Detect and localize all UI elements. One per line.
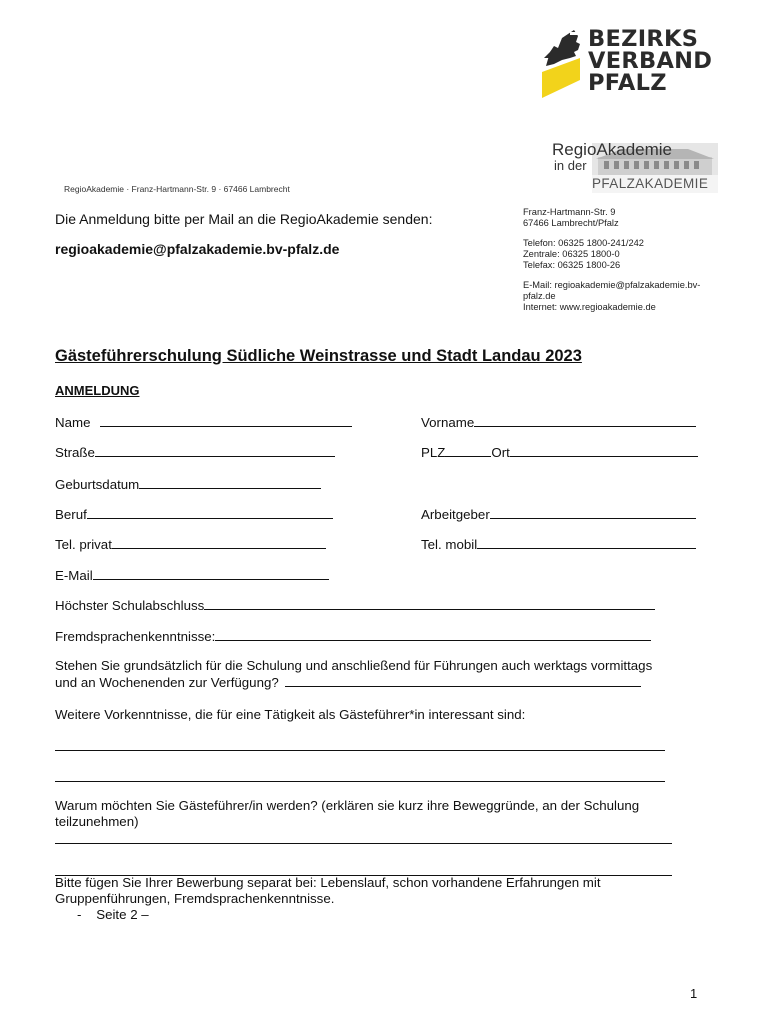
beruf-label: Beruf (55, 507, 87, 522)
strasse-input-line[interactable] (95, 444, 335, 457)
next-page-note: - Seite 2 – (77, 907, 149, 922)
bezirksverband-line: BEZIRKS (588, 26, 699, 52)
geburtsdatum-label: Geburtsdatum (55, 477, 140, 492)
contact-internet[interactable]: Internet: www.regioakademie.de (523, 302, 656, 312)
ort-label: Ort (491, 445, 510, 460)
attachments-note (55, 875, 601, 923)
submission-email-link[interactable]: regioakademie@pfalzakademie.bv-pfalz.de (55, 241, 340, 257)
fremdsprachen-field[interactable] (55, 628, 651, 644)
arbeitgeber-input-line[interactable] (490, 506, 696, 519)
contact-phone: Telefon: 06325 1800-241/242 (523, 238, 644, 248)
plz-ort-field[interactable] (421, 444, 698, 460)
strasse-label: Straße (55, 445, 95, 460)
vorname-input-line[interactable] (474, 414, 696, 427)
document-title: Gästeführerschulung Südliche Weinstrasse und Stadt Landau 2023 (55, 347, 582, 365)
strasse-field[interactable] (55, 444, 335, 460)
bezirksverband-line: VERBAND (588, 48, 713, 74)
email-label: E-Mail (55, 568, 93, 583)
contact-fax: Telefax: 06325 1800-26 (523, 260, 621, 270)
motivation-line: Warum möchten Sie Gästeführer/in werden? (erklären sie kurz ihre Beweggründe, an der Schulung (55, 798, 640, 813)
plz-label: PLZ (421, 445, 446, 460)
email-input-line[interactable] (93, 567, 329, 580)
regioakademie-title: RegioAkademie (552, 140, 673, 159)
beruf-input-line[interactable] (87, 506, 333, 519)
contact-street: Franz-Hartmann-Str. 9 (523, 207, 616, 217)
sender-address-line: RegioAkademie · Franz-Hartmann-Str. 9 · 67466 Lambrecht (64, 184, 290, 194)
schulabschluss-label: Höchster Schulabschluss (55, 598, 205, 613)
regioakademie-logo (552, 140, 718, 196)
fremdsprachen-input-line[interactable] (215, 628, 651, 641)
regioakademie-subtitle: in der (554, 158, 587, 173)
submission-instruction: Die Anmeldung bitte per Mail an die RegioAkademie senden: (55, 211, 433, 227)
contact-email-cont[interactable]: pfalz.de (523, 291, 556, 301)
contact-email[interactable]: E-Mail: regioakademie@pfalzakademie.bv- (523, 280, 701, 290)
prior-knowledge-input-line[interactable] (55, 750, 665, 751)
prior-knowledge-question: Weitere Vorkenntnisse, die für eine Tätigkeit als Gästeführer*in interessant sind: (55, 707, 526, 722)
bezirksverband-wordmark (588, 28, 712, 94)
tel-mobil-field[interactable] (421, 536, 696, 552)
tel-mobil-input-line[interactable] (477, 536, 696, 549)
contact-block (523, 207, 700, 322)
section-label: ANMELDUNG (55, 383, 140, 398)
tel-privat-input-line[interactable] (112, 536, 326, 549)
arbeitgeber-field[interactable] (421, 506, 696, 522)
email-field[interactable] (55, 567, 329, 583)
beruf-field[interactable] (55, 506, 333, 522)
vorname-field[interactable] (421, 414, 696, 430)
contact-city: 67466 Lambrecht/Pfalz (523, 218, 619, 228)
geburtsdatum-input-line[interactable] (139, 476, 321, 489)
tel-privat-field[interactable] (55, 536, 326, 552)
arbeitgeber-label: Arbeitgeber (421, 507, 490, 522)
geburtsdatum-field[interactable] (55, 476, 321, 492)
tel-privat-label: Tel. privat (55, 537, 112, 552)
plz-input-line[interactable] (445, 444, 491, 457)
bezirksverband-line: PFALZ (588, 70, 667, 96)
availability-input-line[interactable] (285, 674, 641, 687)
motivation-question (55, 798, 639, 830)
availability-line: Stehen Sie grundsätzlich für die Schulung und anschließend für Führungen auch werktags vormittags (55, 658, 653, 673)
contact-central: Zentrale: 06325 1800-0 (523, 249, 620, 259)
fremdsprachen-label: Fremdsprachenkenntnisse: (55, 629, 216, 644)
name-input-line[interactable] (100, 414, 352, 427)
availability-line: und an Wochenenden zur Verfügung? (55, 675, 279, 690)
attachments-line: Gruppenführungen, Fremdsprachenkenntnisse. (55, 891, 335, 906)
schulabschluss-field[interactable] (55, 597, 655, 613)
attachments-line: Bitte fügen Sie Ihrer Bewerbung separat bei: Lebenslauf, schon vorhandene Erfahrungen mit (55, 875, 601, 890)
name-label: Name (55, 415, 91, 430)
availability-question (55, 658, 652, 691)
motivation-input-line[interactable] (55, 843, 672, 844)
vorname-label: Vorname (421, 415, 475, 430)
page-number: 1 (690, 986, 698, 1001)
ort-input-line[interactable] (510, 444, 698, 457)
name-field[interactable] (55, 414, 352, 430)
prior-knowledge-input-line[interactable] (55, 781, 665, 782)
pfalzakademie-wordmark: PFALZAKADEMIE (592, 176, 709, 191)
tel-mobil-label: Tel. mobil (421, 537, 478, 552)
motivation-line: teilzunehmen) (55, 814, 139, 829)
bezirksverband-emblem-icon (540, 28, 584, 100)
bezirksverband-logo (540, 28, 730, 103)
schulabschluss-input-line[interactable] (204, 597, 655, 610)
